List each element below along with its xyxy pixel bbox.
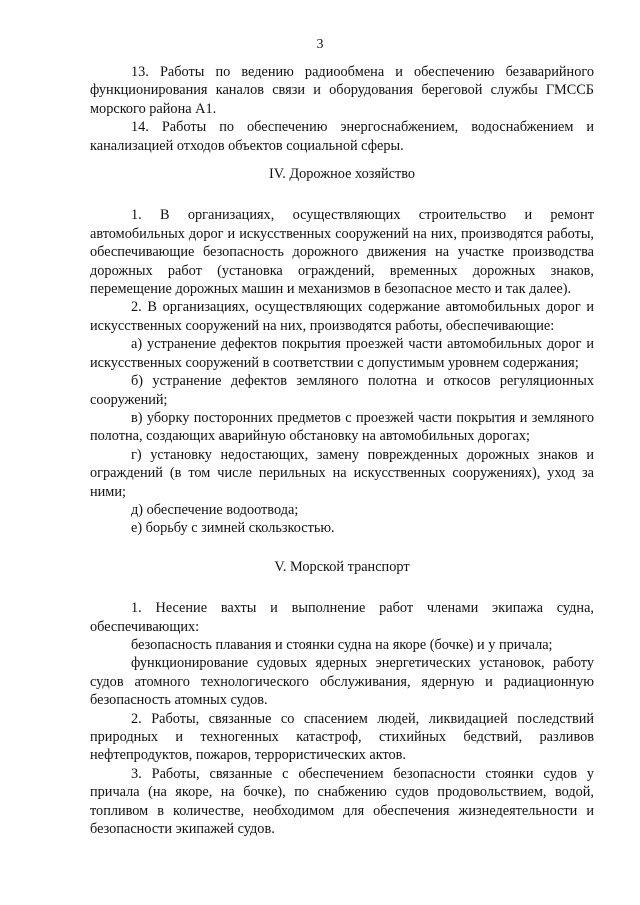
paragraph: 1. Несение вахты и выполнение работ членами экипажа судна, обеспечивающих: [90,600,594,635]
document-body [90,63,594,838]
paragraph: 2. Работы, связанные со спасением людей, ликвидацией последствий природных и техногенных катастроф, стихийных бедствий, разливов нефтепродуктов, пожаров, террористических актов. [90,710,594,764]
paragraph: функционирование судовых ядерных энергетических установок, работу судов атомного технологического обслуживания, ядерную и радиационную безопасность атомных судов. [90,655,594,709]
list-item: д) обеспечение водоотвода; [131,501,299,518]
paragraph: 14. Работы по обеспечению энергоснабжением, водоснабжением и канализацией отходов объектов социальной сферы. [90,119,594,154]
list-item: е) борьбу с зимней скользкостью. [131,520,335,537]
section-heading-road: IV. Дорожное хозяйство [268,166,416,183]
paragraph: 13. Работы по ведению радиообмена и обеспечению безаварийного функционирования каналов связи и оборудования береговой службы ГМССБ морского района А1. [90,64,594,117]
paragraph: 2. В организациях, осуществляющих содержание автомобильных дорог и искусственных сооружений на них, производятся работы, обеспечивающие: [90,299,594,334]
list-item: в) уборку посторонних предметов с проезжей части покрытия и земляного полотна, создающих аварийную обстановку на автомобильных дорогах; [90,409,594,445]
list-item: б) устранение дефектов земляного полотна и откосов регуляционных сооружений; [90,373,594,408]
paragraph: 3. Работы, связанные с обеспечением безопасности стоянки судов у причала (на якоре, на бочке), по снабжению судов продовольствием, водой, топливом в количестве, необходимом для обеспечения жизнедеятельности и безопасности экипажей судов. [90,765,594,838]
page-number: 3 [316,37,324,52]
paragraph: безопасность плавания и стоянки судна на якоре (бочке) и у причала; [131,636,553,653]
paragraph: 1. В организациях, осуществляющих строительство и ремонт автомобильных дорог и искусственных сооружений на них, производятся работы, обеспечивающие безопасность дорожного движения на участке производства дорожных работ (установка ограждений, временных дорожных знаков, перемещение дорожных машин и механизмов в безопасное место и так далее). [90,207,594,298]
list-item: г) установку недостающих, замену поврежденных дорожных знаков и ограждений (в том числе перильных на искусственных сооружениях), уход за ними; [90,446,594,500]
list-item: а) устранение дефектов покрытия проезжей части автомобильных дорог и искусственных сооружений в соответствии с допустимым уровнем содержания; [90,336,594,371]
section-heading-sea: V. Морской транспорт [274,558,410,575]
